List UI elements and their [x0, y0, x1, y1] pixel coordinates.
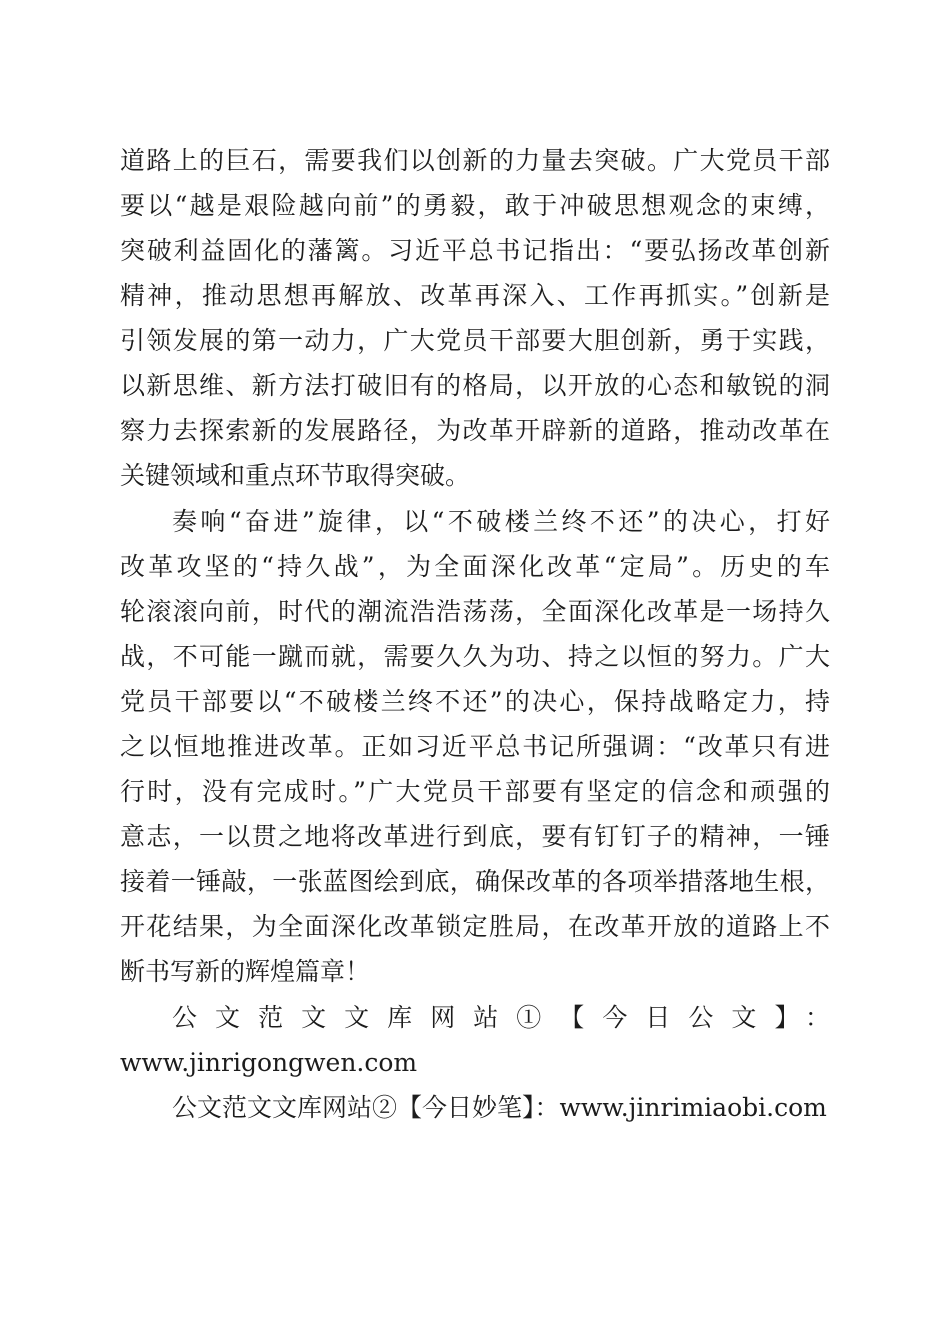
paragraph-1-line: 精神，推动思想再解放、改革再深入、工作再抓实。”创新是: [120, 281, 830, 310]
footer-site-1-label: 公文范文文库网站①【今日公文】：: [172, 1003, 830, 1032]
paragraph-2-line: 意志，一以贯之地将改革进行到底，要有钉钉子的精神，一锤: [120, 822, 830, 851]
paragraph-1-line: 察力去探索新的发展路径，为改革开辟新的道路，推动改革在: [120, 416, 830, 445]
paragraph-2-line: 党员干部要以“不破楼兰终不还”的决心，保持战略定力，持: [120, 687, 830, 716]
paragraph-2-line: 开花结果，为全面深化改革锁定胜局，在改革开放的道路上不: [120, 912, 830, 941]
footer-site-2[interactable]: 公文范文文库网站②【今日妙笔】：www.jinrimiaobi.com: [172, 1093, 827, 1122]
paragraph-2-line: 行时，没有完成时。”广大党员干部要有坚定的信念和顽强的: [120, 777, 830, 806]
paragraph-2-line: 接着一锤敲，一张蓝图绘到底，确保改革的各项举措落地生根，: [120, 867, 830, 896]
paragraph-1-line: 突破利益固化的藩篱。习近平总书记指出：“要弘扬改革创新: [120, 236, 830, 265]
paragraph-1-line: 道路上的巨石，需要我们以创新的力量去突破。广大党员干部: [120, 146, 830, 175]
paragraph-2-line: 改革攻坚的“持久战”，为全面深化改革“定局”。历史的车: [120, 552, 830, 581]
paragraph-1-line: 以新思维、新方法打破旧有的格局，以开放的心态和敏锐的洞: [120, 371, 830, 400]
paragraph-2-line: 断书写新的辉煌篇章！: [120, 957, 371, 986]
paragraph-2-line: 之以恒地推进改革。正如习近平总书记所强调：“改革只有进: [120, 732, 830, 761]
paragraph-1-line: 引领发展的第一动力，广大党员干部要大胆创新，勇于实践，: [120, 326, 830, 355]
footer-site-1-url[interactable]: www.jinrigongwen.com: [120, 1048, 418, 1077]
paragraph-2-line: 轮滚滚向前，时代的潮流浩浩荡荡，全面深化改革是一场持久: [120, 597, 830, 626]
paragraph-2-line: 奏响“奋进”旋律，以“不破楼兰终不还”的决心，打好: [172, 507, 830, 536]
paragraph-1-line: 要以“越是艰险越向前”的勇毅，敢于冲破思想观念的束缚，: [120, 191, 830, 220]
paragraph-1-line: 关键领域和重点环节取得突破。: [120, 461, 471, 490]
paragraph-2-line: 战，不可能一蹴而就，需要久久为功、持之以恒的努力。广大: [120, 642, 830, 671]
